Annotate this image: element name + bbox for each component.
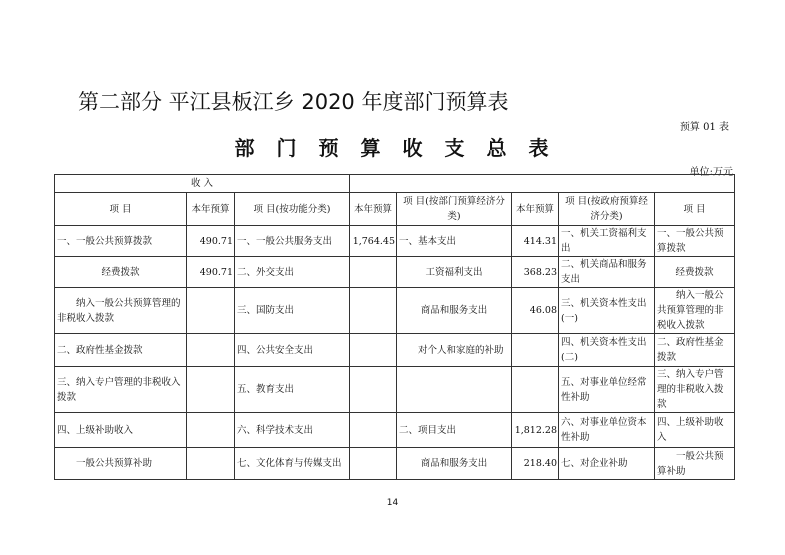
dept-budget: 218.40 <box>512 448 559 480</box>
income-budget <box>187 448 235 480</box>
dept-item: 工资福利支出 <box>397 257 512 288</box>
func-item: 四、公共安全支出 <box>235 334 350 367</box>
income-budget <box>187 334 235 367</box>
unit-label: 单位:万元 <box>689 167 733 178</box>
last-item: 一般公共预算补助 <box>655 448 735 480</box>
func-budget <box>350 334 397 367</box>
dept-item: 一、基本支出 <box>397 226 512 257</box>
table-row <box>55 413 735 448</box>
col-func-budget-header: 本年预算 <box>350 193 397 226</box>
last-item: 三、纳入专户管理的非税收入拨款 <box>655 367 735 413</box>
income-item: 三、纳入专户管理的非税收入拨款 <box>55 367 187 413</box>
gov-item: 七、对企业补助 <box>559 448 655 480</box>
income-item: 经费拨款 <box>55 257 187 288</box>
dept-budget: 414.31 <box>512 226 559 257</box>
col-dept-econ-budget-header: 本年预算 <box>512 193 559 226</box>
dept-item <box>397 367 512 413</box>
last-item: 二、政府性基金拨款 <box>655 334 735 367</box>
col-last-item-header: 项 目 <box>655 193 735 226</box>
col-func-item-header: 项 目(按功能分类) <box>235 193 350 226</box>
income-item: 一、一般公共预算拨款 <box>55 226 187 257</box>
dept-budget <box>512 367 559 413</box>
column-header-row <box>55 193 735 226</box>
income-item: 一般公共预算补助 <box>55 448 187 480</box>
dept-item: 二、项目支出 <box>397 413 512 448</box>
func-budget <box>350 413 397 448</box>
last-item: 一、一般公共预算拨款 <box>655 226 735 257</box>
form-number: 预算 01 表 <box>679 122 729 133</box>
income-budget <box>187 288 235 334</box>
func-item: 六、科学技术支出 <box>235 413 350 448</box>
group-header-row <box>55 175 735 193</box>
budget-summary-table <box>54 174 735 480</box>
last-item: 经费拨款 <box>655 257 735 288</box>
gov-item: 二、机关商品和服务支出 <box>559 257 655 288</box>
dept-budget: 368.23 <box>512 257 559 288</box>
dept-item: 商品和服务支出 <box>397 288 512 334</box>
col-budget-header: 本年预算 <box>187 193 235 226</box>
table-row <box>55 288 735 334</box>
func-budget <box>350 367 397 413</box>
gov-item: 五、对事业单位经常性补助 <box>559 367 655 413</box>
income-budget: 490.71 <box>187 257 235 288</box>
func-budget <box>350 288 397 334</box>
last-item: 纳入一般公共预算管理的非税收入拨款 <box>655 288 735 334</box>
dept-budget <box>512 334 559 367</box>
col-dept-econ-item-header: 项 目(按部门预算经济分类) <box>397 193 512 226</box>
dept-item: 商品和服务支出 <box>397 448 512 480</box>
table-row <box>55 226 735 257</box>
gov-item: 四、机关资本性支出(二) <box>559 334 655 367</box>
table-row <box>55 367 735 413</box>
gov-item: 三、机关资本性支出(一) <box>559 288 655 334</box>
table-row <box>55 448 735 480</box>
func-item: 一、一般公共服务支出 <box>235 226 350 257</box>
func-budget <box>350 448 397 480</box>
func-budget <box>350 257 397 288</box>
dept-item: 对个人和家庭的补助 <box>397 334 512 367</box>
table-row <box>55 257 735 288</box>
col-gov-econ-item-header: 项 目(按政府预算经济分类) <box>559 193 655 226</box>
income-budget: 490.71 <box>187 226 235 257</box>
func-item: 三、国防支出 <box>235 288 350 334</box>
func-item: 二、外交支出 <box>235 257 350 288</box>
income-item: 纳入一般公共预算管理的非税收入拨款 <box>55 288 187 334</box>
gov-item: 六、对事业单位资本性补助 <box>559 413 655 448</box>
income-budget <box>187 367 235 413</box>
func-item: 五、教育支出 <box>235 367 350 413</box>
table-title: 部门预算收支总表 <box>234 136 571 160</box>
income-item: 四、上级补助收入 <box>55 413 187 448</box>
func-budget: 1,764.45 <box>350 226 397 257</box>
last-item: 四、上级补助收入 <box>655 413 735 448</box>
group-expense-header <box>350 175 735 193</box>
table-row <box>55 334 735 367</box>
gov-item: 一、机关工资福利支出 <box>559 226 655 257</box>
part-title: 第二部分 平江县板江乡 2020 年度部门预算表 <box>78 90 509 114</box>
income-budget <box>187 413 235 448</box>
group-income-header: 收 入 <box>55 175 350 193</box>
dept-budget: 46.08 <box>512 288 559 334</box>
col-item-header: 项 目 <box>55 193 187 226</box>
page-number: 14 <box>386 498 399 508</box>
income-item: 二、政府性基金拨款 <box>55 334 187 367</box>
dept-budget: 1,812.28 <box>512 413 559 448</box>
func-item: 七、文化体育与传媒支出 <box>235 448 350 480</box>
